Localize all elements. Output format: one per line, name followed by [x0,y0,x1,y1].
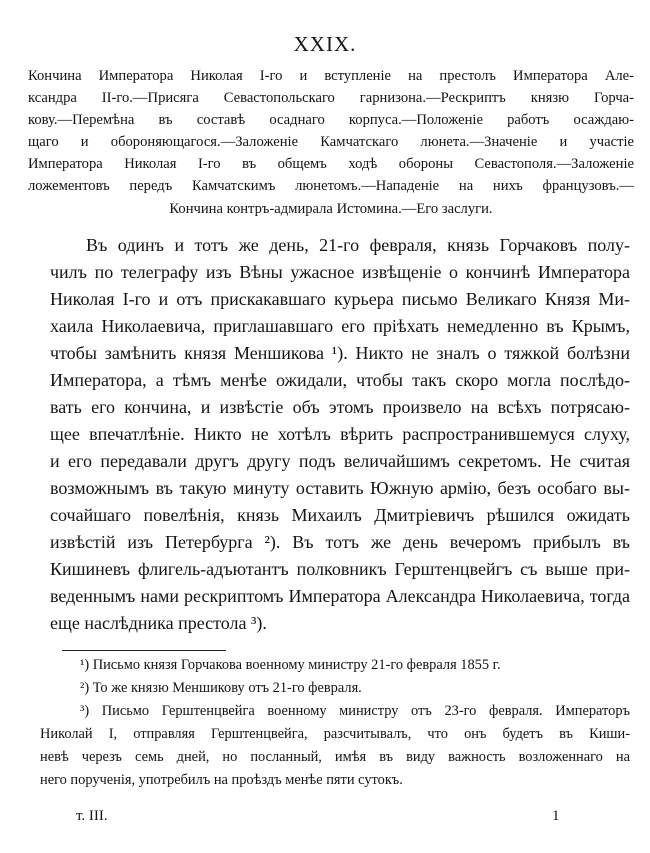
footnote-3-line: невѣ черезъ семь дней, но посланный, имѣя въ виду важность возложеннаго на [40,749,630,765]
body-line: веденнымъ нами рескриптомъ Императора Александра Николаевича, тогда [50,586,630,606]
body-line: Кишиневъ флигель-адъютантъ полковникъ Герштенцвейгъ съ выше при- [50,559,630,579]
chapter-number: XXIX. [293,32,357,56]
body-line: Николая I-го и отъ прискакавшаго курьера письмо Великаго Князя Ми- [50,289,630,309]
footnote-3-line: него порученія, употребилъ на проѣздъ менѣе пяти сутокъ. [40,772,403,788]
body-line: и его передавали другъ другу подъ величайшимъ секретомъ. Не считая [50,451,630,471]
summary-line: щаго и обороняющагося.—Заложеніе Камчатскаго люнета.—Значеніе и участіе [28,134,634,150]
footnote-1: ¹) Письмо князя Горчакова военному министру 21-го февраля 1855 г. [80,657,501,673]
footnote-3-line: Николай I, отправляя Герштенцвейга, разсчитывалъ, что онъ будетъ въ Киши- [40,726,630,742]
summary-line: кову.—Перемѣна въ составѣ осаднаго корпуса.—Положеніе работъ осаждаю- [28,112,634,128]
body-line: щее впечатлѣніе. Никто не хотѣлъ вѣрить распространившемуся слуху, [50,424,630,444]
body-line: сочайшаго повелѣнія, князь Михаилъ Дмитріевичъ рѣшился ожидать [50,505,630,525]
footnote-divider [62,650,226,651]
footnote-3: ³) Письмо Герштенцвейга военному министру отъ 23-го февраля. Императоръ [80,703,630,719]
body-line: вать его кончина, и извѣстіе объ этомъ произвело на всѣхъ потрясаю- [50,397,630,417]
body-line: еще наслѣдника престола ³). [50,613,267,633]
summary-line: Кончина контръ-адмирала Истомина.—Его заслуги. [169,201,493,217]
signature-mark: 1 [552,808,560,824]
body-line: чтобы замѣнить князя Меншикова ¹). Никто не зналъ о тяжкой болѣзни [50,343,630,363]
body-line: чилъ по телеграфу изъ Вѣны ужасное извѣщеніе о кончинѣ Императора [50,262,630,282]
volume-mark: т. III. [76,808,108,824]
body-line: Въ одинъ и тотъ же день, 21-го февраля, князь Горчаковъ полу- [86,235,630,255]
body-line: возможнымъ въ такую минуту оставить Южную армію, безъ особаго вы- [50,478,630,498]
summary-line: Кончина Императора Николая I-го и вступленіе на престолъ Императора Але- [28,68,634,84]
summary-line: ложементовъ передъ Камчатскимъ люнетомъ.—Нападеніе на нихъ французовъ.— [28,178,634,194]
body-line: Императора, а тѣмъ менѣе ожидали, чтобы такъ скоро могла послѣдо- [50,370,630,390]
summary-line: Императора Николая I-го въ общемъ ходѣ обороны Севастополя.—Заложеніе [28,156,634,172]
body-line: хаила Николаевича, приглашавшаго его пріѣхать немедленно въ Крымъ, [50,316,630,336]
body-line: извѣстій изъ Петербурга ²). Въ тотъ же день вечеромъ прибылъ въ [50,532,630,552]
summary-line: ксандра II-го.—Присяга Севастопольскаго гарнизона.—Рескриптъ князю Горча- [28,90,634,106]
footnote-2: ²) То же князю Меншикову отъ 21-го февраля. [80,680,362,696]
